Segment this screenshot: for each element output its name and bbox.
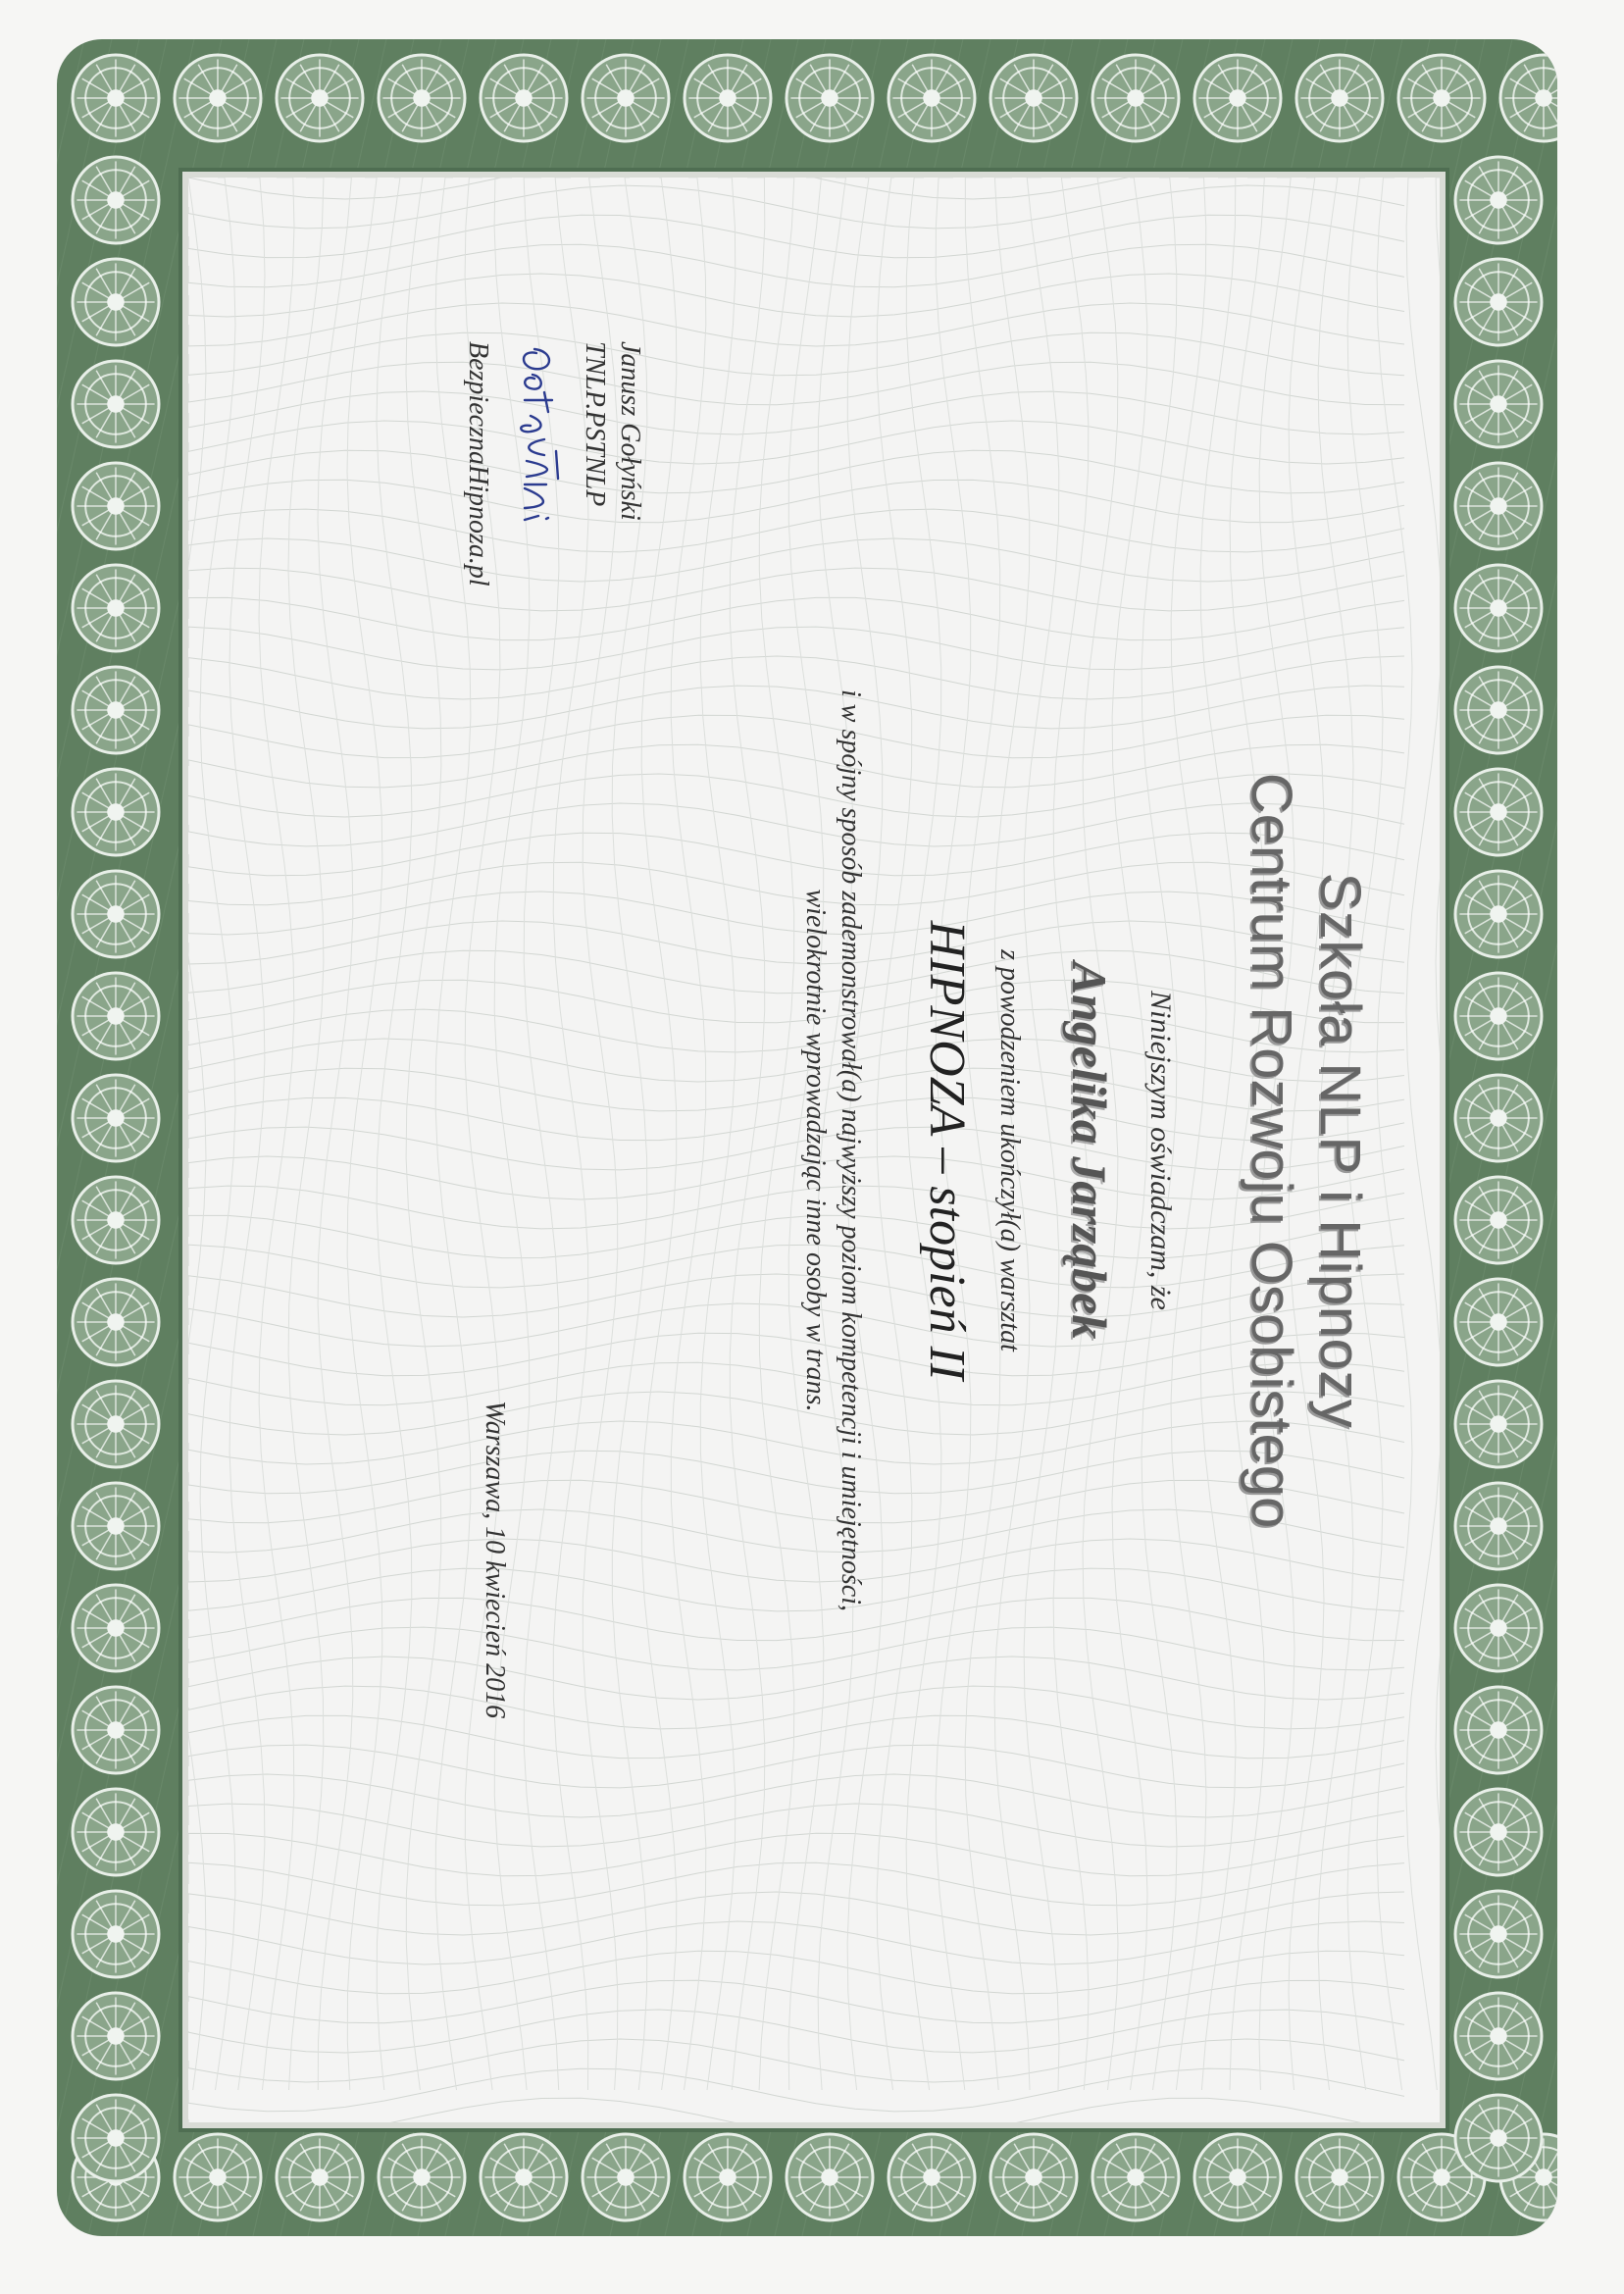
center-name: Centrum Rozwoju Osobistego (1240, 772, 1303, 1528)
description-line-2: wielokrotnie wprowadzając inne osoby w trans. (800, 888, 831, 1412)
intro-text: Niniejszym oświadczam, że (1144, 990, 1177, 1310)
signer-title: TNLP.PSTNLP (580, 340, 610, 506)
description-line-1: i w spójny sposób zademonstrował(a) najwyższy poziom kompetencji i umiejętności, (836, 688, 866, 1611)
issue-date: Warszawa, 10 kwiecień 2016 (480, 1400, 510, 1718)
certificate-panel (182, 172, 1446, 2128)
recipient-name: Angelika Jarząbek (1062, 961, 1117, 1339)
handwritten-signature (505, 341, 574, 596)
signer-block (577, 341, 647, 521)
school-name: Szkoła NLP i Hipnozy (1308, 872, 1372, 1428)
completion-text: z powodzeniem ukończył(a) warsztat (994, 948, 1025, 1351)
signer-site: BezpiecznaHipnoza.pl (463, 340, 493, 586)
description (797, 194, 868, 2107)
signer-name: Janusz Gołyński (615, 340, 645, 521)
course-name: HIPNOZA – stopień II (919, 920, 975, 1380)
certificate-content (206, 194, 1422, 2107)
